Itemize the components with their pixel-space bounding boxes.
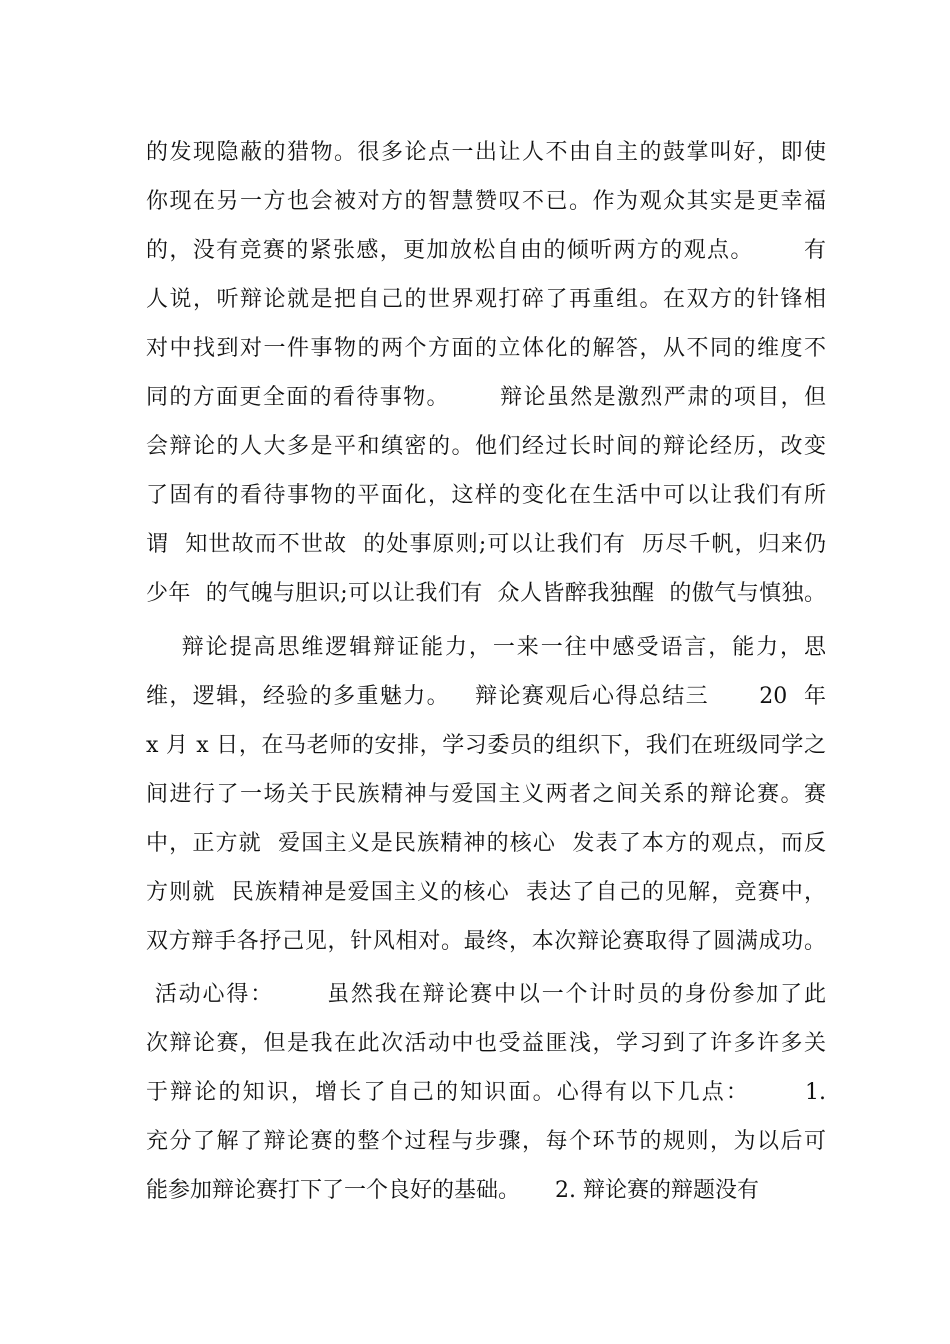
body-text-line: 对中找到对一件事物的两个方面的立体化的解答，从不同的维度不 [146,336,826,361]
body-text-line: x 月 x 日，在马老师的安排，学习委员的组织下，我们在班级同学之 [146,733,826,758]
body-text-line: 能参加辩论赛打下了一个良好的基础。 2. 辩论赛的辩题没有 [146,1178,759,1203]
body-text-line: 人说，听辩论就是把自己的世界观打碎了再重组。在双方的针锋相 [146,287,826,312]
body-text-line: 间进行了一场关于民族精神与爱国主义两者之间关系的辩论赛。赛 [146,782,826,807]
body-text-line: 的，没有竞赛的紧张感，更加放松自由的倾听两方的观点。 有 [146,238,826,263]
body-text-line: 于辩论的知识，增长了自己的知识面。心得有以下几点： 1. [146,1080,826,1105]
body-text-line: 你现在另一方也会被对方的智慧赞叹不已。作为观众其实是更幸福 [146,189,826,214]
body-text-line: 少年 的气魄与胆识;可以让我们有 众人皆醉我独醒 的傲气与慎独。 [146,581,826,606]
body-text-line: 辩论提高思维逻辑辩证能力，一来一往中感受语言，能力，思 [146,635,826,660]
body-text-line: 谓 知世故而不世故 的处事原则;可以让我们有 历尽千帆，归来仍 [146,532,826,557]
body-text-line: 中，正方就 爱国主义是民族精神的核心 发表了本方的观点，而反 [146,831,826,856]
body-text-line: 充分了解了辩论赛的整个过程与步骤，每个环节的规则，为以后可 [146,1129,826,1154]
body-text-line: 同的方面更全面的看待事物。 辩论虽然是激烈严肃的项目，但 [146,385,826,410]
body-text-line: 次辩论赛，但是我在此次活动中也受益匪浅，学习到了许多许多关 [146,1031,826,1056]
body-text-line: 会辩论的人大多是平和缜密的。他们经过长时间的辩论经历，改变 [146,434,826,459]
body-text-line: 了固有的看待事物的平面化，这样的变化在生活中可以让我们有所 [146,483,826,508]
body-text-line: 维，逻辑，经验的多重魅力。 辩论赛观后心得总结三 20 年 [146,684,826,709]
body-text-line: 活动心得： 虽然我在辩论赛中以一个计时员的身份参加了此 [146,982,826,1007]
body-text-line: 的发现隐蔽的猎物。很多论点一出让人不由自主的鼓掌叫好，即使 [146,140,826,165]
body-text-line: 方则就 民族精神是爱国主义的核心 表达了自己的见解，竞赛中， [146,880,826,905]
body-text-line: 双方辩手各抒己见，针风相对。最终，本次辩论赛取得了圆满成功。 [146,929,826,954]
